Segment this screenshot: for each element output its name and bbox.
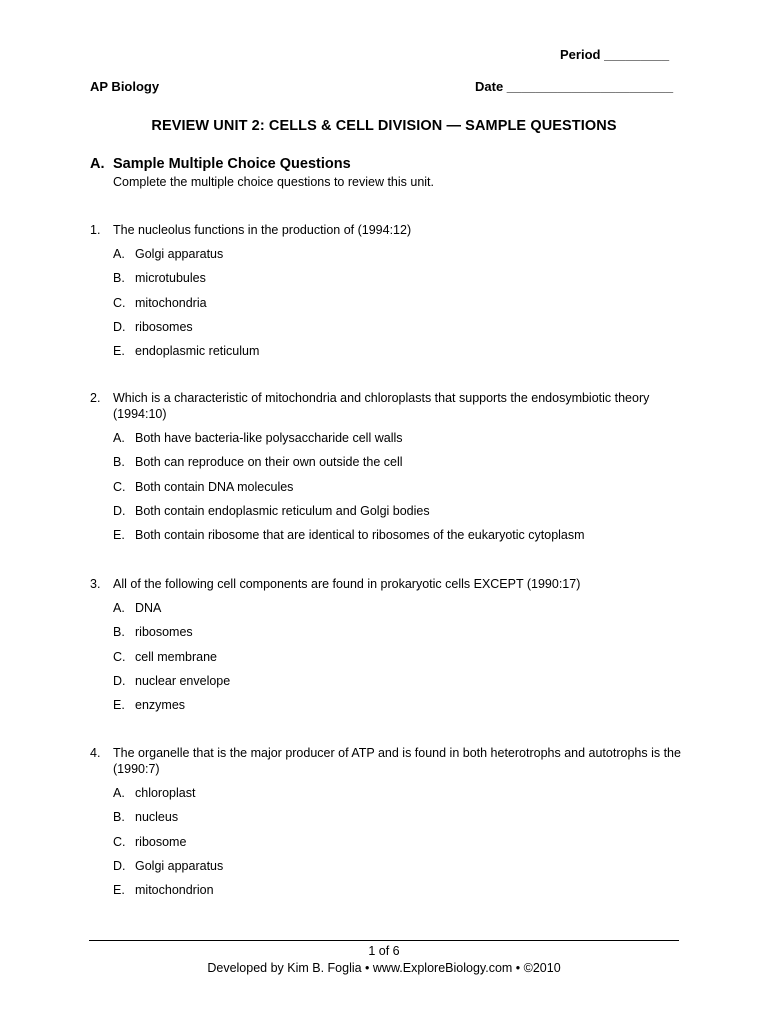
answer-option[interactable]	[113, 624, 690, 648]
option-text: chloroplast	[135, 786, 196, 800]
section-title: Sample Multiple Choice Questions	[113, 156, 351, 172]
answer-option[interactable]	[113, 270, 690, 294]
option-letter: E.	[113, 344, 125, 359]
answer-option[interactable]	[113, 809, 690, 833]
question-1	[90, 222, 690, 367]
option-text: Golgi apparatus	[135, 858, 224, 873]
answer-option[interactable]	[113, 785, 690, 809]
option-letter: D.	[113, 858, 126, 873]
option-letter: E.	[113, 883, 125, 898]
footer-credit: Developed by Kim B. Foglia • www.ExploreBiology.com • ©2010	[207, 961, 561, 975]
question-2	[90, 390, 690, 551]
answer-option[interactable]	[113, 503, 690, 527]
question-text: The organelle that is the major producer of ATP and is found in both heterotrophs and autotrophs is the (1990:7)	[113, 746, 681, 776]
option-letter: D.	[113, 319, 126, 334]
question-stem	[90, 222, 690, 238]
question-stem	[90, 745, 690, 777]
question-number: 1.	[90, 223, 101, 237]
option-letter: A.	[113, 786, 125, 800]
page-title: REVIEW UNIT 2: CELLS & CELL DIVISION — SAMPLE QUESTIONS	[151, 118, 617, 134]
answer-option[interactable]	[113, 673, 690, 697]
option-text: Both have bacteria-like polysaccharide cell walls	[135, 431, 403, 445]
option-letter: A.	[113, 247, 125, 261]
question-text: The nucleolus functions in the production of (1994:12)	[113, 223, 412, 237]
answer-options	[90, 600, 690, 721]
question-text: Which is a characteristic of mitochondria and chloroplasts that supports the endosymbiotic theory (1994:10)	[113, 391, 650, 421]
option-text: microtubules	[135, 271, 206, 286]
answer-option[interactable]	[113, 454, 690, 478]
option-text: DNA	[135, 601, 162, 615]
question-4	[90, 745, 690, 906]
option-letter: E.	[113, 698, 125, 713]
option-text: cell membrane	[135, 649, 217, 664]
option-text: Both can reproduce on their own outside the cell	[135, 455, 403, 470]
answer-option[interactable]	[113, 882, 690, 906]
question-number: 2.	[90, 391, 101, 405]
option-text: nucleus	[135, 810, 179, 825]
answer-options	[90, 246, 690, 367]
date-field: Date _______________________	[475, 79, 674, 94]
section-instructions: Complete the multiple choice questions to review this unit.	[113, 175, 434, 189]
answer-option[interactable]	[113, 858, 690, 882]
option-letter: E.	[113, 528, 125, 543]
option-text: Both contain DNA molecules	[135, 479, 294, 494]
answer-option[interactable]	[113, 600, 690, 624]
option-letter: B.	[113, 625, 125, 640]
option-letter: C.	[113, 295, 126, 310]
course-name: AP Biology	[90, 79, 160, 94]
option-letter: B.	[113, 455, 125, 470]
option-letter: B.	[113, 271, 125, 286]
option-text: mitochondria	[135, 295, 207, 310]
section-letter: A.	[90, 156, 105, 172]
question-stem	[90, 576, 690, 592]
option-letter: A.	[113, 601, 125, 615]
option-text: Both contain endoplasmic reticulum and Golgi bodies	[135, 503, 430, 518]
option-letter: A.	[113, 431, 125, 445]
answer-option[interactable]	[113, 527, 690, 551]
answer-option[interactable]	[113, 430, 690, 454]
period-field: Period _________	[560, 47, 670, 62]
option-text: Golgi apparatus	[135, 247, 224, 261]
footer-divider	[89, 940, 679, 941]
option-text: endoplasmic reticulum	[135, 344, 260, 359]
option-text: nuclear envelope	[135, 673, 231, 688]
answer-options	[90, 785, 690, 906]
option-letter: C.	[113, 649, 126, 664]
question-number: 4.	[90, 746, 101, 760]
question-number: 3.	[90, 577, 101, 591]
answer-option[interactable]	[113, 343, 690, 367]
option-text: mitochondrion	[135, 883, 214, 898]
option-text: enzymes	[135, 698, 186, 713]
answer-options	[90, 430, 690, 551]
page-number: 1 of 6	[368, 944, 400, 958]
option-letter: C.	[113, 834, 126, 849]
option-text: ribosomes	[135, 625, 193, 640]
question-stem	[90, 390, 690, 422]
answer-option[interactable]	[113, 834, 690, 858]
option-letter: C.	[113, 479, 126, 494]
section-heading	[90, 156, 351, 172]
option-letter: B.	[113, 810, 125, 825]
question-text: All of the following cell components are found in prokaryotic cells EXCEPT (1990:17)	[113, 577, 581, 591]
option-text: ribosomes	[135, 319, 193, 334]
option-letter: D.	[113, 673, 126, 688]
answer-option[interactable]	[113, 295, 690, 319]
answer-option[interactable]	[113, 479, 690, 503]
answer-option[interactable]	[113, 649, 690, 673]
answer-option[interactable]	[113, 697, 690, 721]
answer-option[interactable]	[113, 246, 690, 270]
option-letter: D.	[113, 503, 126, 518]
option-text: ribosome	[135, 834, 187, 849]
question-3	[90, 576, 690, 721]
answer-option[interactable]	[113, 319, 690, 343]
option-text: Both contain ribosome that are identical to ribosomes of the eukaryotic cytoplasm	[135, 528, 585, 543]
